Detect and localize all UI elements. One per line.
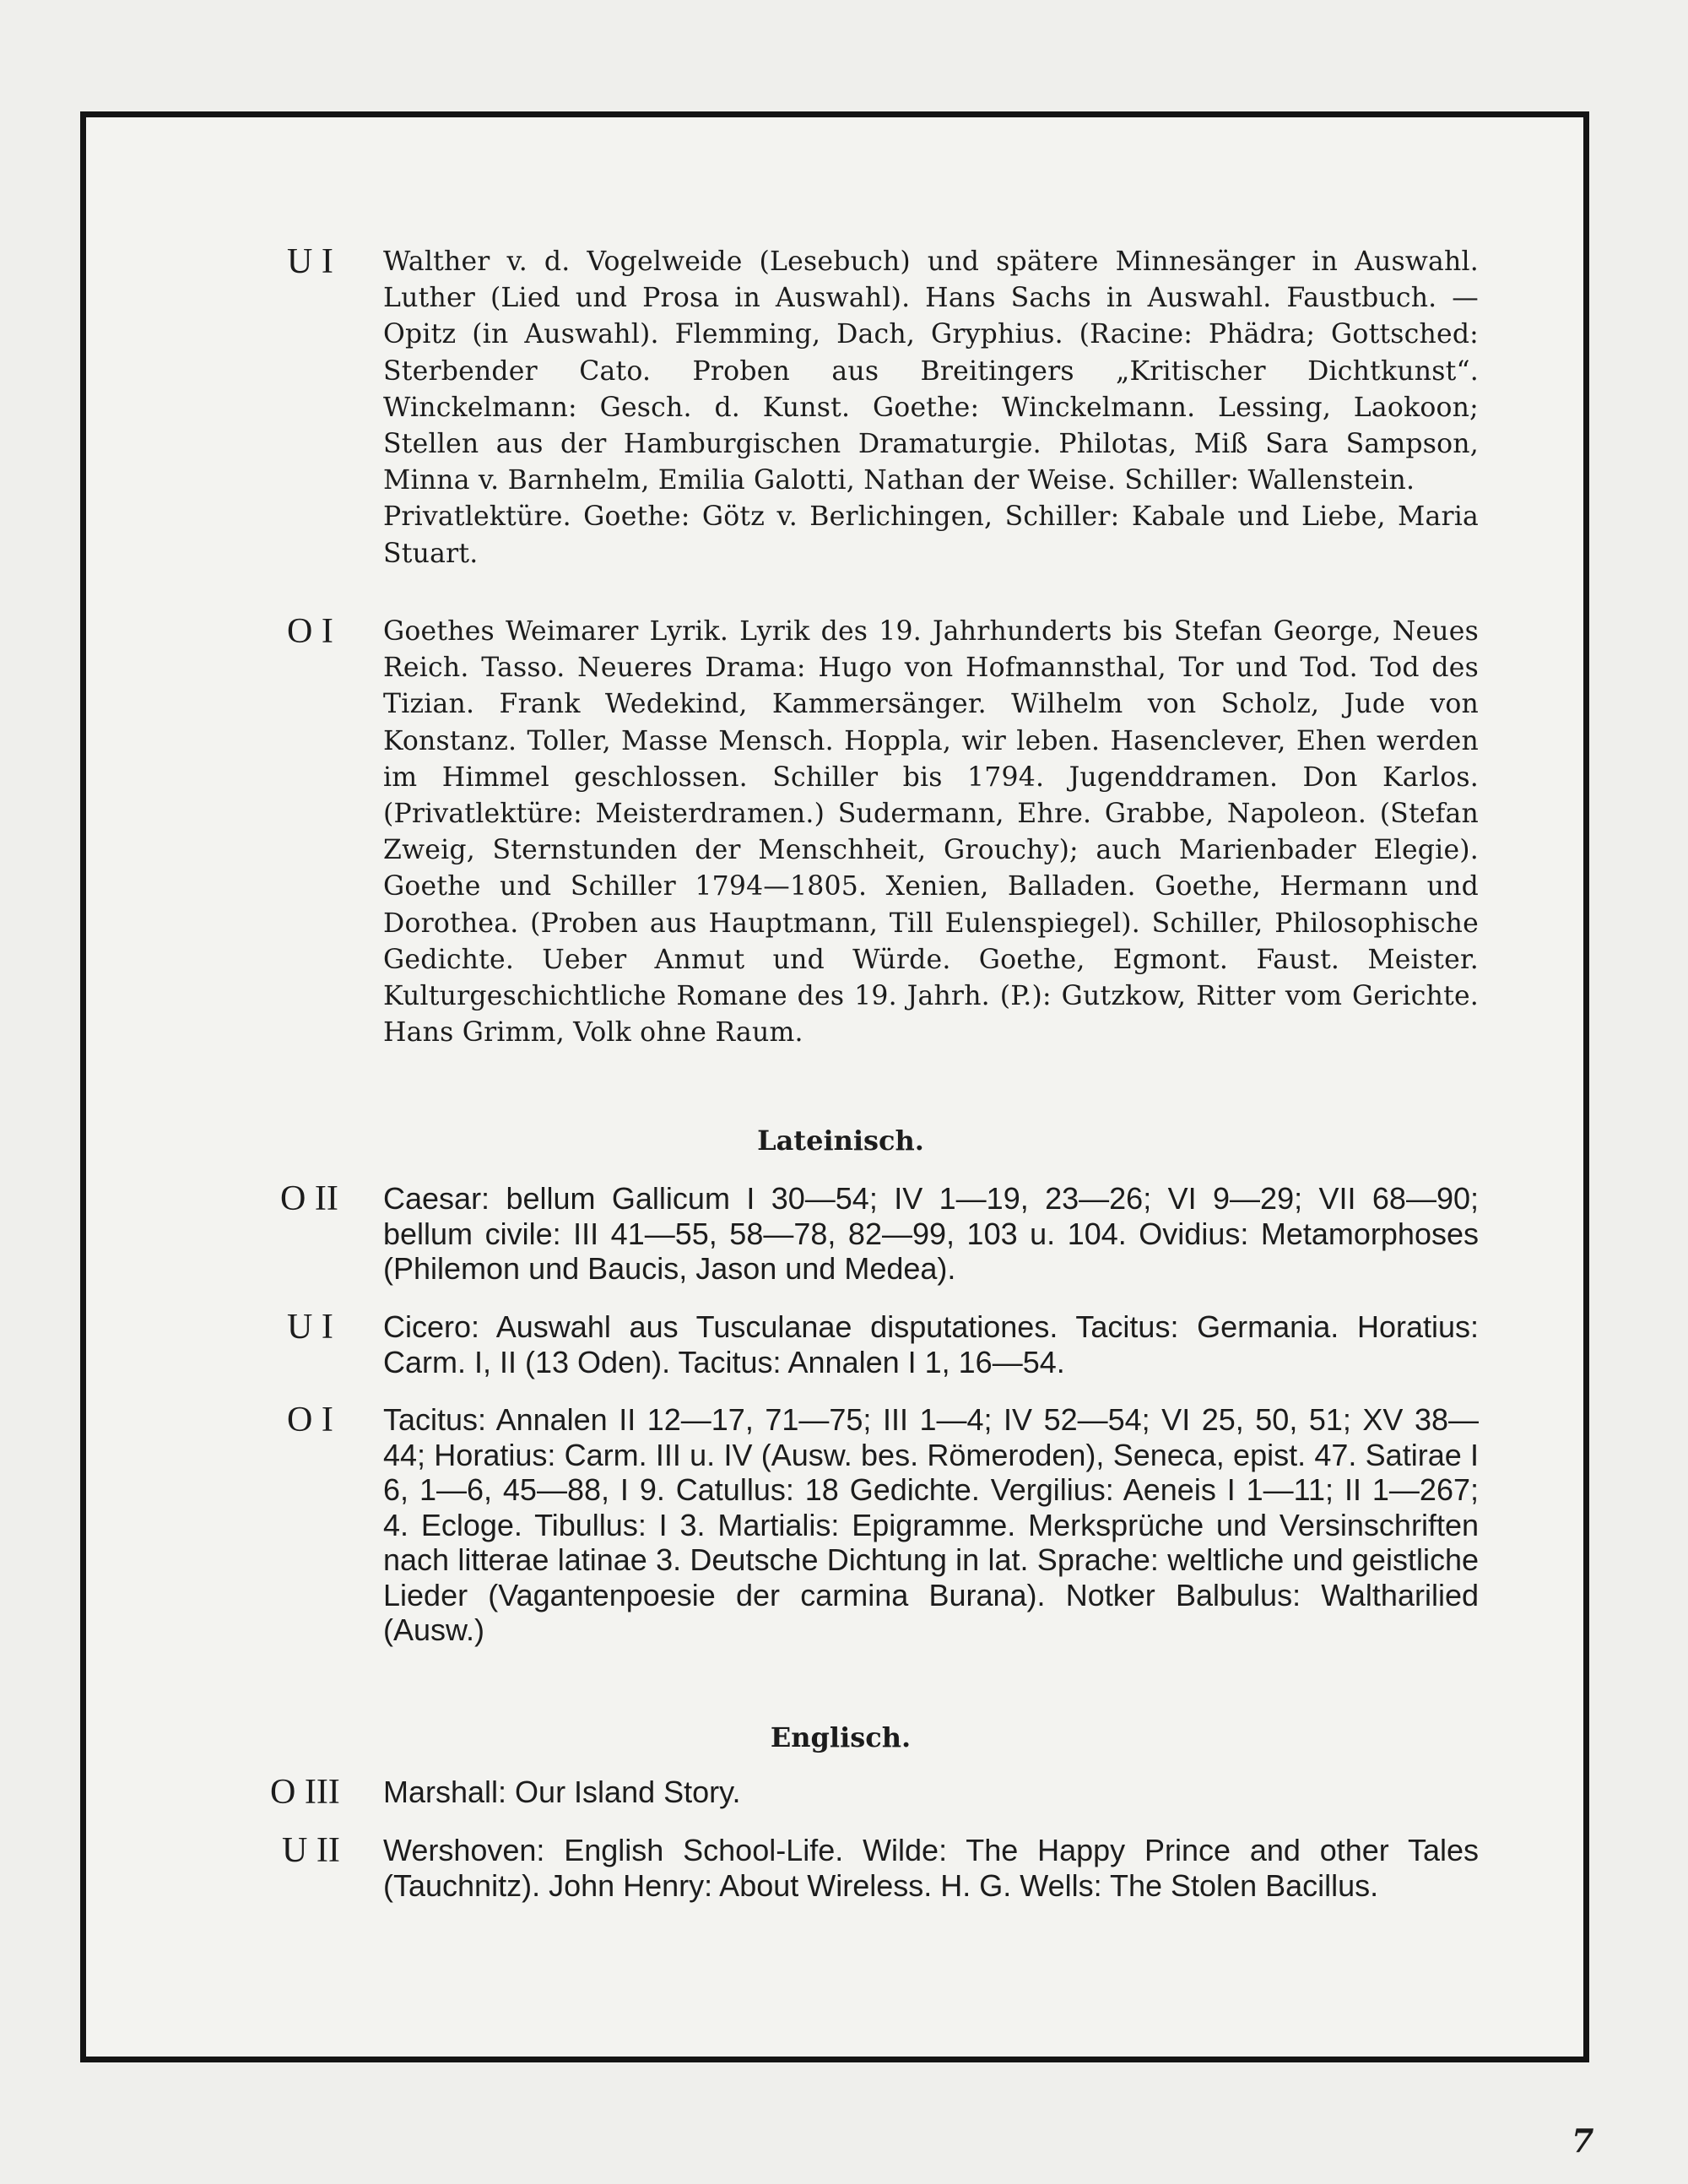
entry-paragraph: Walther v. d. Vogelweide (Lesebuch) und spätere Minnesänger in Auswahl. Luther (Lied und Prosa in Auswahl). Hans Sachs in Auswahl. Faustbuch. — Opitz (in Auswahl). Flemming, Dach, Gryphius. (Racine: Phädra; Gottsched: Sterbender Cato. Proben aus Breitingers „Kritischer Dichtkunst“. Winckelmann: Gesch. d. Kunst. Goethe: Winckelmann. Lessing, Laokoon; Stellen aus der Hamburgischen Dramaturgie. Philotas, Miß Sara Sampson, Minna v. Barnhelm, Emilia Galotti, Nathan der Weise. Schiller: Wallenstein. [383,247,1479,496]
section-heading-english: Englisch. [770,1721,912,1753]
entry-text [383,244,1479,572]
section-heading-latin: Lateinisch. [757,1125,924,1157]
entry-paragraph: Goethes Weimarer Lyrik. Lyrik des 19. Jahrhunderts bis Stefan George, Neues Reich. Tasso. Neueres Drama: Hugo von Hofmannsthal, Tor und Tod. Tod des Tizian. Frank Wedekind, Kammersänger. Wilhelm von Scholz, Jude von Konstanz. Toller, Masse Mensch. Hoppla, wir leben. Hasenclever, Ehen werden im Himmel geschlossen. Schiller bis 1794. Jugenddramen. Don Karlos. (Privatlektüre: Meisterdramen.) Sudermann, Ehre. Grabbe, Napoleon. (Stefan Zweig, Sternstunden der Menschheit, Grouchy); auch Marienbader Elegie). Goethe und Schiller 1794—1805. Xenien, Balladen. Goethe, Hermann und Dorothea. (Proben aus Hauptmann, Till Eulenspiegel). Schiller, Philosophische Gedichte. Ueber Anmut und Würde. Goethe, Egmont. Faust. Meister. Kulturgeschichtliche Romane des 19. Jahrh. (P.): Gutzkow, Ritter vom Gerichte. Hans Grimm, Volk ohne Raum. [383,616,1479,1049]
class-label: O I [287,612,333,651]
class-label: U II [282,1831,340,1870]
page-frame [80,111,1589,2062]
page-number: 7 [1572,2122,1594,2160]
entry-text: Caesar: bellum Gallicum I 30—54; IV 1—19, 23—26; VI 9—29; VII 68—90; bellum civile: III 41—55, 58—78, 82—99, 103 u. 104. Ovidius: Metamorphoses (Philemon und Baucis, Jason und Medea). [383,1181,1479,1286]
entry-text: Cicero: Auswahl aus Tusculanae disputationes. Tacitus: Germania. Horatius: Carm. I, II (13 Oden). Tacitus: Annalen I 1, 16—54. [383,1309,1479,1379]
entry-text: Wershoven: English School-Life. Wilde: The Happy Prince and other Tales (Tauchnitz). John Henry: About Wireless. H. G. Wells: The Stolen Bacillus. [383,1833,1479,1903]
class-label: O I [287,1401,333,1439]
class-label: O II [280,1179,338,1218]
class-label: U I [287,1308,333,1347]
entry-text [383,614,1479,1051]
entry-text: Tacitus: Annalen II 12—17, 71—75; III 1—4; IV 52—54; VI 25, 50, 51; XV 38—44; Horatius: Carm. III u. IV (Ausw. bes. Römeroden), Seneca, epist. 47. Satirae I 6, 1—6, 45—88, I 9. Catullus: 18 Gedichte. Vergilius: Aeneis I 1—11; II 1—267; 4. Ecloge. Tibullus: I 3. Martialis: Epigramme. Merksprüche und Versinschriften nach litterae latinae 3. Deutsche Dichtung in lat. Sprache: weltliche und geistliche Lieder (Vagantenpoesie der carmina Burana). Notker Balbulus: Waltharilied (Ausw.) [383,1402,1479,1647]
entry-text: Marshall: Our Island Story. [383,1775,741,1809]
class-label: O III [270,1773,340,1812]
class-label: U I [287,242,333,281]
entry-paragraph: Privatlektüre. Goethe: Götz v. Berlichingen, Schiller: Kabale und Liebe, Maria Stuart. [383,501,1479,569]
